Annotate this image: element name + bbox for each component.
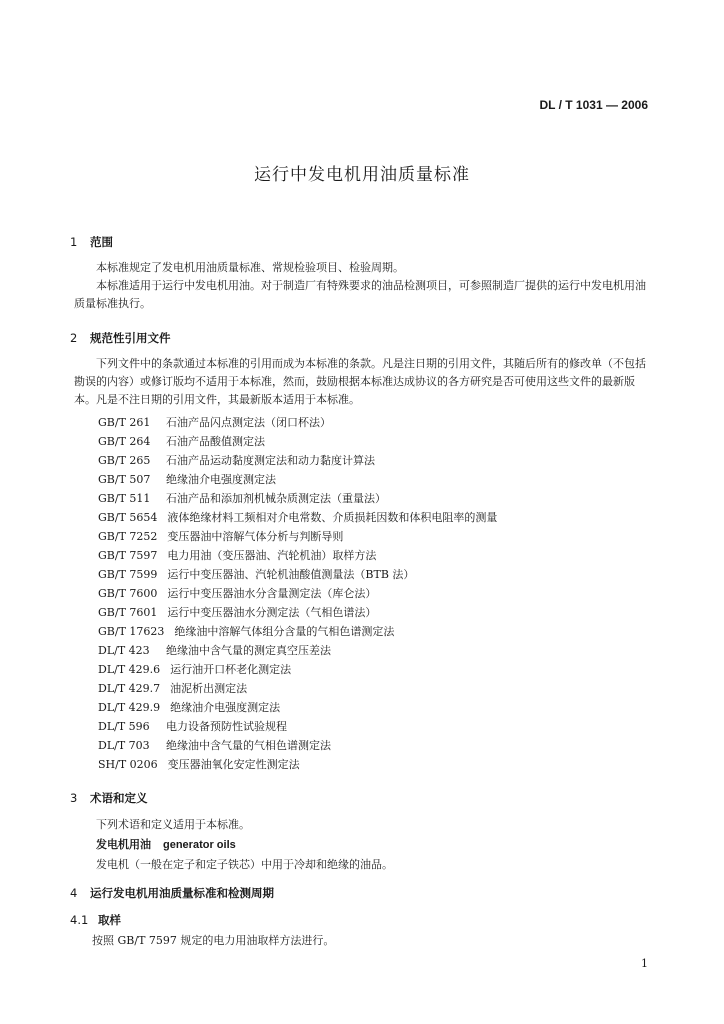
reference-title: 绝缘油介电强度测定法 — [170, 701, 281, 714]
reference-code: GB/T 7600 — [98, 587, 158, 600]
reference-item — [98, 661, 497, 680]
reference-title: 绝缘油中含气量的气相色谱测定法 — [166, 739, 331, 752]
reference-code: GB/T 5654 — [98, 511, 158, 524]
section-3-heading — [70, 790, 148, 806]
section-number: 3 — [70, 791, 78, 805]
reference-title: 石油产品和添加剂机械杂质测定法（重量法） — [166, 492, 386, 505]
normative-reference-list — [98, 414, 497, 775]
reference-code: SH/T 0206 — [98, 758, 158, 771]
reference-code: GB/T 17623 — [98, 625, 165, 638]
reference-code: GB/T 7252 — [98, 530, 158, 543]
reference-code: GB/T 7599 — [98, 568, 158, 581]
reference-item — [98, 699, 497, 718]
reference-title: 石油产品闪点测定法（闭口杯法） — [166, 416, 331, 429]
reference-item — [98, 680, 497, 699]
reference-item — [98, 414, 497, 433]
reference-code: DL/T 703 — [98, 739, 150, 752]
section-4-heading — [70, 885, 274, 901]
reference-title: 运行中变压器油水分测定法（气相色谱法） — [167, 606, 377, 619]
page-number: 1 — [641, 957, 648, 970]
reference-code: DL/T 429.6 — [98, 663, 161, 676]
reference-title: 运行油开口杯老化测定法 — [170, 663, 292, 676]
term-chinese: 发电机用油 — [96, 838, 151, 851]
reference-title: 变压器油中溶解气体分析与判断导则 — [167, 530, 344, 543]
reference-item — [98, 433, 497, 452]
section-title: 规范性引用文件 — [90, 331, 171, 345]
reference-title: 电力设备预防性试验规程 — [166, 720, 287, 733]
reference-item — [98, 471, 497, 490]
reference-code: GB/T 507 — [98, 473, 151, 486]
reference-title: 绝缘油介电强度测定法 — [166, 473, 276, 486]
reference-title: 变压器油氧化安定性测定法 — [167, 758, 300, 771]
subsection-number: 4.1 — [70, 913, 89, 927]
reference-title: 石油产品酸值测定法 — [166, 435, 265, 448]
reference-code: GB/T 261 — [98, 416, 151, 429]
subsection-title: 取样 — [98, 913, 121, 927]
reference-code: DL/T 423 — [98, 644, 150, 657]
reference-item — [98, 623, 497, 642]
reference-item — [98, 756, 497, 775]
term-entry — [96, 836, 236, 852]
standard-number: DL / T 1031 — 2006 — [539, 98, 648, 112]
section-number: 4 — [70, 886, 78, 900]
reference-item — [98, 509, 497, 528]
reference-item — [98, 718, 497, 737]
reference-title: 运行中变压器油、汽轮机油酸值测量法（BTB 法） — [167, 568, 415, 581]
section-2-intro: 下列文件中的条款通过本标准的引用而成为本标准的条款。凡是注日期的引用文件，其随后所有的修改单（不包括勘误的内容）或修订版均不适用于本标准，然而，鼓励根据本标准达成协议的各方研究是否可使用这些文件的最新版本。凡是不注日期的引用文件，其最新版本适用于本标准。 — [74, 357, 646, 406]
section-title: 术语和定义 — [90, 791, 148, 805]
reference-code: GB/T 7597 — [98, 549, 158, 562]
reference-title: 绝缘油中溶解气体组分含量的气相色谱测定法 — [174, 625, 395, 638]
reference-item — [98, 642, 497, 661]
reference-code: DL/T 429.7 — [98, 682, 161, 695]
reference-title: 石油产品运动黏度测定法和动力黏度计算法 — [166, 454, 375, 467]
reference-item — [98, 547, 497, 566]
subsection-4-1-text: 按照 GB/T 7597 规定的电力用油取样方法进行。 — [92, 934, 335, 947]
reference-title: 绝缘油中含气量的测定真空压差法 — [166, 644, 331, 657]
reference-code: GB/T 264 — [98, 435, 151, 448]
reference-item — [98, 490, 497, 509]
section-1-paragraph-1: 本标准规定了发电机用油质量标准、常规检验项目、检验周期。 — [96, 261, 404, 274]
reference-title: 运行中变压器油水分含量测定法（库仑法） — [167, 587, 377, 600]
section-number: 2 — [70, 331, 78, 345]
reference-item — [98, 737, 497, 756]
reference-title: 电力用油（变压器油、汽轮机油）取样方法 — [167, 549, 377, 562]
section-title: 运行发电机用油质量标准和检测周期 — [90, 886, 274, 900]
reference-item — [98, 604, 497, 623]
subsection-4-1-heading — [70, 912, 121, 928]
section-title: 范围 — [90, 235, 113, 249]
reference-code: GB/T 265 — [98, 454, 151, 467]
reference-code: DL/T 596 — [98, 720, 150, 733]
reference-code: DL/T 429.9 — [98, 701, 161, 714]
reference-item — [98, 452, 497, 471]
term-english: generator oils — [163, 839, 236, 851]
reference-title: 液体绝缘材料工频相对介电常数、介质损耗因数和体积电阻率的测量 — [167, 511, 498, 524]
section-1-paragraph-2: 本标准适用于运行中发电机用油。对于制造厂有特殊要求的油品检测项目，可参照制造厂提供的运行中发电机用油质量标准执行。 — [74, 279, 646, 310]
section-3-intro: 下列术语和定义适用于本标准。 — [96, 818, 250, 831]
reference-title: 油泥析出测定法 — [170, 682, 248, 695]
section-number: 1 — [70, 235, 78, 249]
section-2-heading — [70, 330, 171, 346]
reference-code: GB/T 7601 — [98, 606, 158, 619]
reference-item — [98, 585, 497, 604]
document-title: 运行中发电机用油质量标准 — [254, 165, 470, 185]
term-definition: 发电机（一般在定子和定子铁芯）中用于冷却和绝缘的油品。 — [96, 858, 393, 871]
reference-item — [98, 528, 497, 547]
section-1-heading — [70, 234, 113, 250]
reference-item — [98, 566, 497, 585]
reference-code: GB/T 511 — [98, 492, 151, 505]
